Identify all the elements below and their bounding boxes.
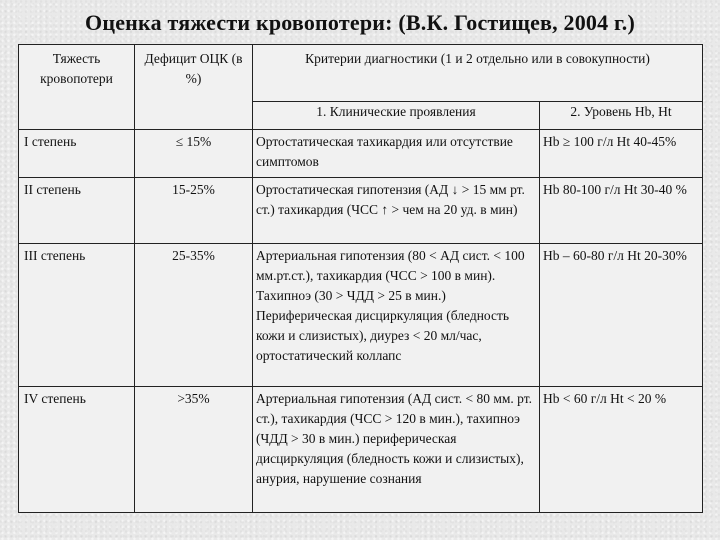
- blood-loss-severity-table: [18, 44, 703, 513]
- header-severity: Тяжесть кровопотери: [19, 45, 135, 130]
- table-row: [19, 178, 703, 244]
- level-cell: Hb – 60-80 г/л Ht 20-30%: [540, 244, 703, 387]
- severity-cell: II степень: [19, 178, 135, 244]
- table-row: [19, 387, 703, 513]
- level-cell: Hb ≥ 100 г/л Ht 40-45%: [540, 130, 703, 178]
- level-cell: Hb 80-100 г/л Ht 30-40 %: [540, 178, 703, 244]
- clinical-cell: Ортостатическая тахикардия или отсутствие симптомов: [253, 130, 540, 178]
- header-clinical: 1. Клинические проявления: [253, 102, 540, 130]
- deficit-cell: 25-35%: [135, 244, 253, 387]
- severity-cell: IV степень: [19, 387, 135, 513]
- clinical-cell: Артериальная гипотензия (80 < АД сист. < 100 мм.рт.ст.), тахикардия (ЧСС > 100 в мин). Тахипноэ (30 > ЧДД > 25 в мин.) Периферическая дисциркуляция (бледность кожи и слизистых), диурез < 20 мл/час, ортостатический коллапс: [253, 244, 540, 387]
- deficit-cell: 15-25%: [135, 178, 253, 244]
- deficit-cell: >35%: [135, 387, 253, 513]
- clinical-cell: Ортостатическая гипотензия (АД ↓ > 15 мм рт. ст.) тахикардия (ЧСС ↑ > чем на 20 уд. в мин): [253, 178, 540, 244]
- header-deficit: Дефицит ОЦК (в %): [135, 45, 253, 130]
- page-title: Оценка тяжести кровопотери: (В.К. Гостищев, 2004 г.): [85, 10, 635, 35]
- level-cell: Hb < 60 г/л Ht < 20 %: [540, 387, 703, 513]
- table-row: [19, 130, 703, 178]
- table-row: [19, 244, 703, 387]
- deficit-cell: ≤ 15%: [135, 130, 253, 178]
- clinical-cell: Артериальная гипотензия (АД сист. < 80 мм. рт. ст.), тахикардия (ЧСС > 120 в мин.), тахипноэ (ЧДД > 30 в мин.) периферическая дисциркуляция (бледность кожи и слизистых), анурия, нарушение сознания: [253, 387, 540, 513]
- header-level: 2. Уровень Hb, Ht: [540, 102, 703, 130]
- header-criteria: Критерии диагностики (1 и 2 отдельно или в совокупности): [253, 45, 703, 102]
- severity-cell: III степень: [19, 244, 135, 387]
- severity-cell: I степень: [19, 130, 135, 178]
